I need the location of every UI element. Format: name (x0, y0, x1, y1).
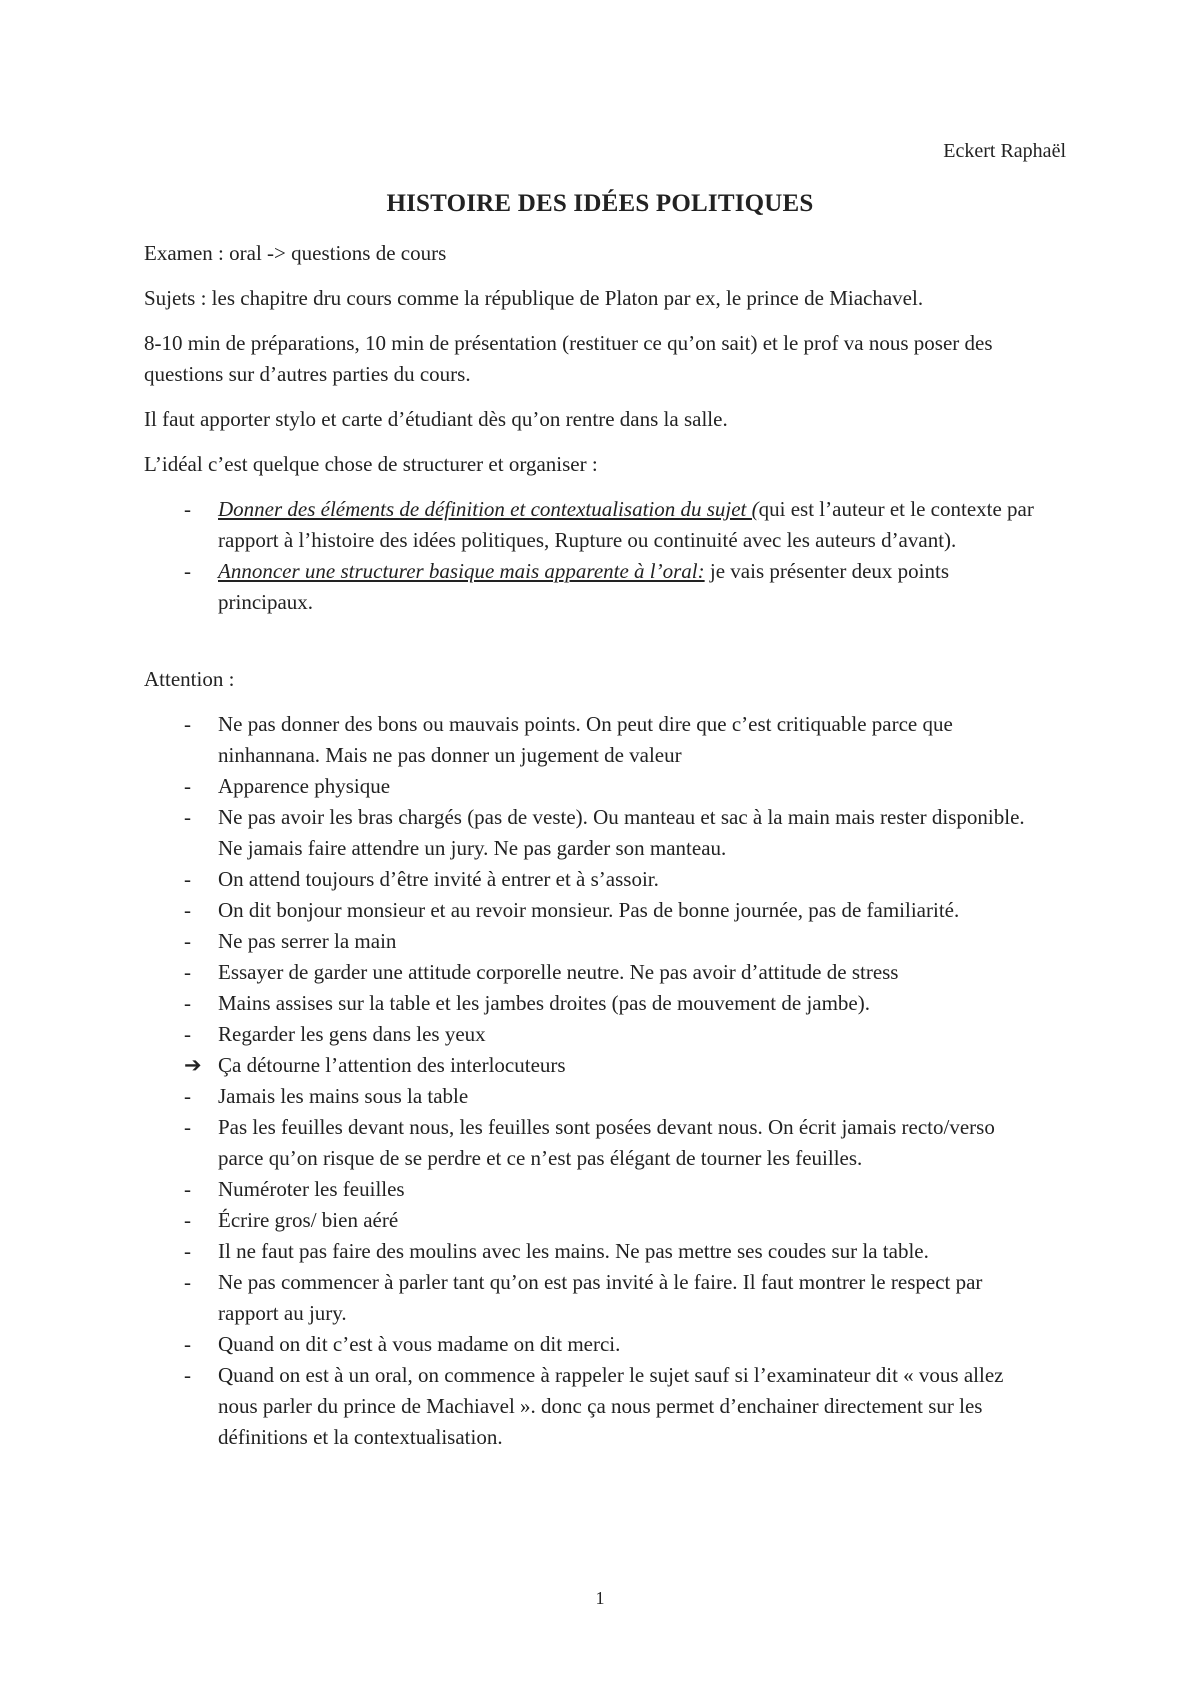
list-item-text: Jamais les mains sous la table (218, 1084, 469, 1108)
list-item (144, 988, 1044, 1019)
dash-bullet: - (184, 898, 191, 922)
list-item-text: Essayer de garder une attitude corporelle neutre. Ne pas avoir d’attitude de stress (218, 960, 899, 984)
list-item (144, 1329, 1044, 1360)
list-item-text: On attend toujours d’être invité à entrer et à s’assoir. (218, 867, 659, 891)
arrow-bullet-icon: ➔ (184, 1053, 202, 1077)
author-name: Eckert Raphaël (943, 140, 1066, 162)
document-title: HISTOIRE DES IDÉES POLITIQUES (386, 190, 814, 217)
list-item (144, 1267, 1044, 1329)
list-item (144, 802, 1044, 864)
intro-paragraph-ideal: L’idéal c’est quelque chose de structurer et organiser : (144, 452, 598, 476)
list-item-text: Ne pas serrer la main (218, 929, 397, 953)
dash-bullet: - (184, 1270, 191, 1294)
document-body (144, 238, 1044, 1453)
list-item (144, 494, 1044, 556)
list-item (144, 895, 1044, 926)
list-item-text: Ne pas avoir les bras chargés (pas de veste). Ou manteau et sac à la main mais rester disponible. Ne jamais faire attendre un jury. Ne pas garder son manteau. (218, 805, 1025, 860)
list-item-text: Quand on est à un oral, on commence à rappeler le sujet sauf si l’examinateur dit « vous allez nous parler du prince de Machiavel ». donc ça nous permet d’enchainer directement sur les définitions et la contextualisation. (218, 1363, 1004, 1449)
list-item (144, 1360, 1044, 1453)
list-item-text: je vais présenter deux points principaux. (218, 559, 949, 614)
list-item (144, 1112, 1044, 1174)
dash-bullet: - (184, 559, 191, 583)
spacer (144, 618, 1044, 664)
list-item (144, 926, 1044, 957)
list-item-text: Écrire gros/ bien aéré (218, 1208, 399, 1232)
list-item-text: Regarder les gens dans les yeux (218, 1022, 486, 1046)
dash-bullet: - (184, 774, 191, 798)
list-item (144, 1174, 1044, 1205)
list-item-text: Apparence physique (218, 774, 391, 798)
dash-bullet: - (184, 929, 191, 953)
dash-bullet: - (184, 1084, 191, 1108)
list-item (144, 957, 1044, 988)
list-item (144, 709, 1044, 771)
list-item-text: Mains assises sur la table et les jambes droites (pas de mouvement de jambe). (218, 991, 870, 1015)
intro-paragraph-subjects: Sujets : les chapitre dru cours comme la république de Platon par ex, le prince de Miachavel. (144, 286, 924, 310)
list-item-lead: Donner des éléments de définition et contextualisation du sujet ( (218, 497, 759, 521)
dash-bullet: - (184, 1363, 191, 1387)
structure-list (144, 494, 1044, 618)
list-item-text: Ne pas donner des bons ou mauvais points. On peut dire que c’est critiquable parce que ninhannana. Mais ne pas donner un jugement de valeur (218, 712, 953, 767)
list-item-lead: Annoncer une structurer basique mais apparente à l’oral: (218, 559, 705, 583)
list-item-text: Pas les feuilles devant nous, les feuilles sont posées devant nous. On écrit jamais recto/verso parce qu’on risque de se perdre et ce n’est pas élégant de tourner les feuilles. (218, 1115, 995, 1170)
list-item-text: Quand on dit c’est à vous madame on dit merci. (218, 1332, 621, 1356)
dash-bullet: - (184, 1208, 191, 1232)
dash-bullet: - (184, 805, 191, 829)
dash-bullet: - (184, 712, 191, 736)
list-item (144, 1050, 1044, 1081)
list-item (144, 1081, 1044, 1112)
dash-bullet: - (184, 1115, 191, 1139)
dash-bullet: - (184, 960, 191, 984)
dash-bullet: - (184, 1022, 191, 1046)
attention-label: Attention : (144, 667, 235, 691)
page-number: 1 (595, 1588, 605, 1608)
list-item-text: Ne pas commencer à parler tant qu’on est pas invité à le faire. Il faut montrer le respect par rapport au jury. (218, 1270, 983, 1325)
list-item-text: qui est l’auteur et le contexte par rapport à l’histoire des idées politiques, Rupture ou continuité avec les auteurs d’avant). (218, 497, 1034, 552)
attention-list (144, 709, 1044, 1453)
list-item-text: Il ne faut pas faire des moulins avec les mains. Ne pas mettre ses coudes sur la table. (218, 1239, 929, 1263)
dash-bullet: - (184, 867, 191, 891)
intro-paragraph-timing: 8-10 min de préparations, 10 min de présentation (restituer ce qu’on sait) et le prof va nous poser des questions sur d’autres parties du cours. (144, 331, 993, 386)
list-item (144, 771, 1044, 802)
list-item (144, 1205, 1044, 1236)
list-item (144, 1236, 1044, 1267)
dash-bullet: - (184, 497, 191, 521)
list-item (144, 864, 1044, 895)
list-item-text: On dit bonjour monsieur et au revoir monsieur. Pas de bonne journée, pas de familiarité. (218, 898, 960, 922)
list-item (144, 556, 1044, 618)
intro-paragraph-materials: Il faut apporter stylo et carte d’étudiant dès qu’on rentre dans la salle. (144, 407, 728, 431)
dash-bullet: - (184, 1239, 191, 1263)
intro-paragraph-exam: Examen : oral -> questions de cours (144, 241, 447, 265)
dash-bullet: - (184, 1177, 191, 1201)
dash-bullet: - (184, 991, 191, 1015)
list-item-text: Ça détourne l’attention des interlocuteurs (218, 1053, 566, 1077)
dash-bullet: - (184, 1332, 191, 1356)
list-item (144, 1019, 1044, 1050)
list-item-text: Numéroter les feuilles (218, 1177, 405, 1201)
